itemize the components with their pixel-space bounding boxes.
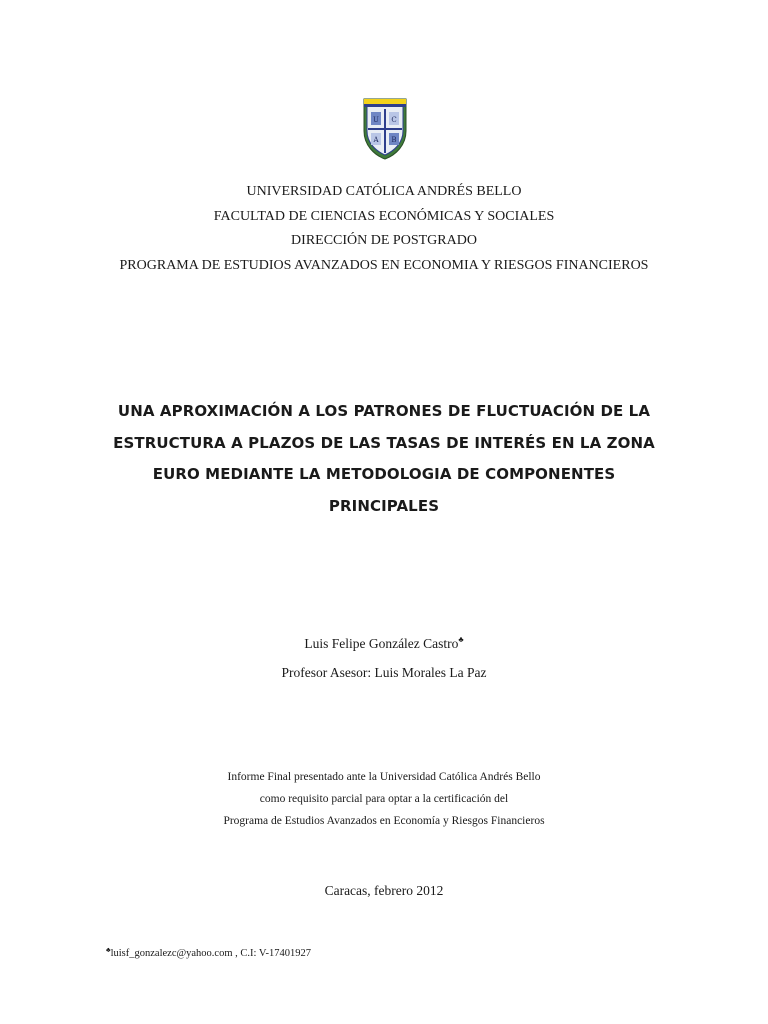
- footnote-marker: ♣: [106, 946, 111, 954]
- title-line: UNA APROXIMACIÓN A LOS PATRONES DE FLUCTUACIÓN DE LA: [117, 402, 651, 420]
- author-line: [0, 635, 768, 652]
- title-line: EURO MEDIANTE LA METODOLOGIA DE COMPONENTES: [152, 465, 616, 483]
- program-name: PROGRAMA DE ESTUDIOS AVANZADOS EN ECONOMIA Y RIESGOS FINANCIEROS: [119, 257, 649, 273]
- report-line: Programa de Estudios Avanzados en Economía y Riesgos Financieros: [223, 815, 545, 827]
- footnote-marker: ♣: [458, 635, 464, 644]
- svg-text:U: U: [373, 116, 379, 124]
- directorate-name: DIRECCIÓN DE POSTGRADO: [291, 233, 477, 248]
- svg-text:B: B: [391, 136, 397, 144]
- document-title: [110, 396, 658, 522]
- faculty-name: FACULTAD DE CIENCIAS ECONÓMICAS Y SOCIALES: [213, 208, 555, 224]
- author-name: Luis Felipe González Castro: [304, 636, 459, 651]
- report-statement: [0, 766, 768, 832]
- title-line: PRINCIPALES: [328, 496, 440, 515]
- university-name: UNIVERSIDAD CATÓLICA ANDRÉS BELLO: [246, 184, 522, 199]
- svg-text:A: A: [373, 136, 379, 144]
- title-line: ESTRUCTURA A PLAZOS DE LAS TASAS DE INTERÉS EN LA ZONA: [113, 433, 655, 452]
- svg-text:C: C: [391, 116, 397, 124]
- advisor-line: Profesor Asesor: Luis Morales La Paz: [281, 665, 487, 680]
- footnote: [106, 946, 311, 959]
- report-line: como requisito parcial para optar a la certificación del: [259, 793, 509, 805]
- footnote-text: luisf_gonzalezc@yahoo.com , C.I: V-17401927: [110, 948, 311, 959]
- institution-header: [0, 180, 768, 278]
- university-crest-logo: [362, 97, 408, 161]
- place-date: Caracas, febrero 2012: [324, 883, 444, 898]
- report-line: Informe Final presentado ante la Universidad Católica Andrés Bello: [227, 771, 541, 783]
